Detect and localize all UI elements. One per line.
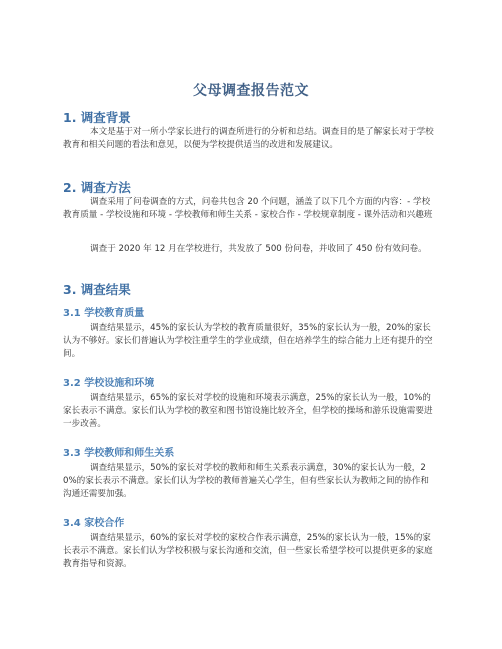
paragraph-home-school: 调查结果显示，60%的家长对学校的家校合作表示满意，25%的家长认为一般，15%的家长表示不满意。家长们认为学校积极与家长沟通和交流，但一些家长希望学校可以提供更多的家庭教育指导和资源。 xyxy=(63,533,433,570)
paragraph-facilities: 调查结果显示，65%的家长对学校的设施和环境表示满意，25%的家长认为一般，10%的家长表示不满意。家长们认为学校的教室和图书馆设施比较齐全，但学校的操场和游乐设施需要进一步改善。 xyxy=(63,393,433,430)
paragraph-method-content: 调查采用了问卷调查的方式，问卷共包含 20 个问题，涵盖了以下几个方面的内容：- 学校教育质量 - 学校设施和环境 - 学校教师和师生关系 - 家校合作 - 学校规章制度 - 课外活动和兴趣班 xyxy=(63,197,433,221)
paragraph-teachers: 调查结果显示，50%的家长对学校的教师和师生关系表示满意，30%的家长认为一般，20%的家长表示不满意。家长们认为学校的教师普遍关心学生，但有些家长认为教师之间的协作和沟通还需要加强。 xyxy=(63,463,429,500)
document-title: 父母调查报告范文 xyxy=(193,83,309,99)
subsection-heading-home-school: 3.4 家校合作 xyxy=(63,518,125,529)
section-heading-background: 1. 调查背景 xyxy=(63,110,131,125)
section-heading-method: 2. 调查方法 xyxy=(63,180,131,195)
subsection-heading-facilities: 3.2 学校设施和环境 xyxy=(63,378,155,389)
subsection-heading-education-quality: 3.1 学校教育质量 xyxy=(63,308,145,319)
paragraph-background: 本文是基于对一所小学家长进行的调查所进行的分析和总结。调查目的是了解家长对于学校教育和相关问题的看法和意见，以便为学校提供适当的改进和发展建议。 xyxy=(63,127,434,151)
subsection-heading-teachers: 3.3 学校教师和师生关系 xyxy=(63,448,175,459)
paragraph-education-quality: 调查结果显示，45%的家长认为学校的教育质量很好，35%的家长认为一般，20%的家长认为不够好。家长们普遍认为学校注重学生的学业成绩，但在培养学生的综合能力上还有提升的空间。 xyxy=(63,323,433,360)
section-heading-results: 3. 调查结果 xyxy=(63,282,131,297)
paragraph-method-timeline: 调查于 2020 年 12 月在学校进行，共发放了 500 份问卷，并收回了 450 份有效问卷。 xyxy=(90,244,427,254)
